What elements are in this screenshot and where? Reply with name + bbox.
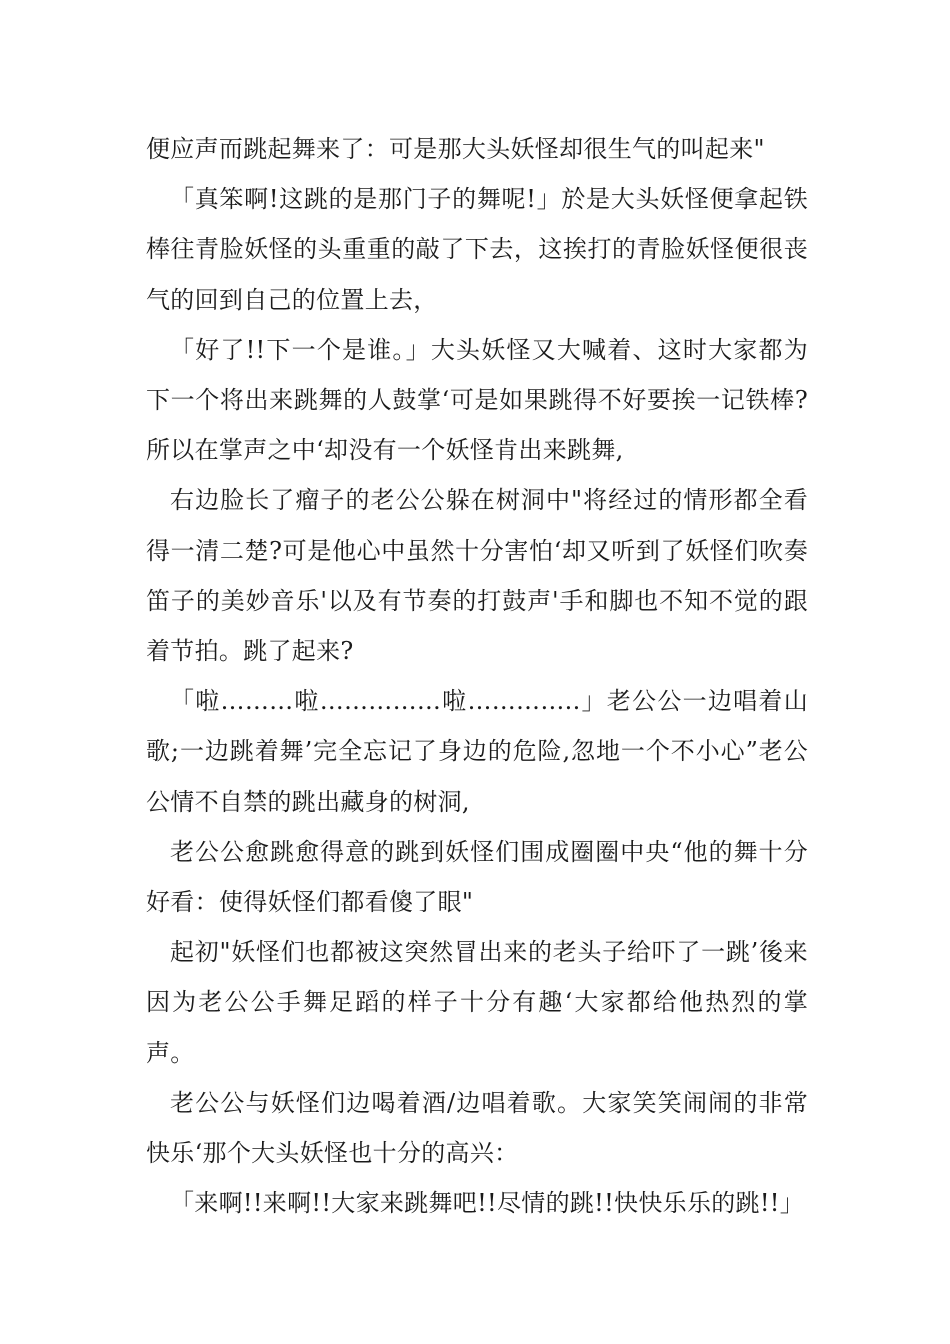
paragraph-6: 老公公愈跳愈得意的跳到妖怪们围成圈圈中央“他的舞十分好看：使得妖怪们都看傻了眼" bbox=[146, 837, 808, 917]
paragraph-7: 起初"妖怪们也都被这突然冒出来的老头子给吓了一跳’後来因为老公公手舞足蹈的样子十分有趣‘大家都给他热烈的掌声。 bbox=[146, 938, 808, 1067]
paragraph-3: 「好了!!下一个是谁。」大头妖怪又大喊着、这时大家都为下一个将出来跳舞的人鼓掌‘可是如果跳得不好要挨一记铁棒?所以在掌声之中‘却没有一个妖怪肯出来跳舞, bbox=[146, 335, 808, 465]
paragraph-8: 老公公与妖怪们边喝着酒/边唱着歌。大家笑笑闹闹的非常快乐‘那个大头妖怪也十分的高兴： bbox=[146, 1088, 808, 1168]
paragraph-4: 右边脸长了瘤子的老公公躲在树洞中"将经过的情形都全看得一清二楚?可是他心中虽然十分害怕‘却又听到了妖怪们吹奏笛子的美妙音乐'以及有节奏的打鼓声'手和脚也不知不觉的跟着节拍。跳了起来? bbox=[146, 486, 808, 666]
paragraph-5: 「啦………啦……………啦…………..」老公公一边唱着山歌;一边跳着舞’完全忘记了身边的危险,忽地一个不小心”老公公情不自禁的跳出藏身的树洞, bbox=[146, 687, 808, 816]
paragraph-2: 「真笨啊!这跳的是那门子的舞呢!」於是大头妖怪便拿起铁棒往青脸妖怪的头重重的敲了下去，这挨打的青脸妖怪便很丧气的回到自己的位置上去， bbox=[146, 185, 808, 314]
paragraph-9: 「来啊!!来啊!!大家来跳舞吧!!尽情的跳!!快快乐乐的跳!!」 bbox=[170, 1189, 805, 1218]
story-text bbox=[146, 124, 808, 1228]
paragraph-1: 便应声而跳起舞来了：可是那大头妖怪却很生气的叫起来" bbox=[146, 135, 765, 163]
